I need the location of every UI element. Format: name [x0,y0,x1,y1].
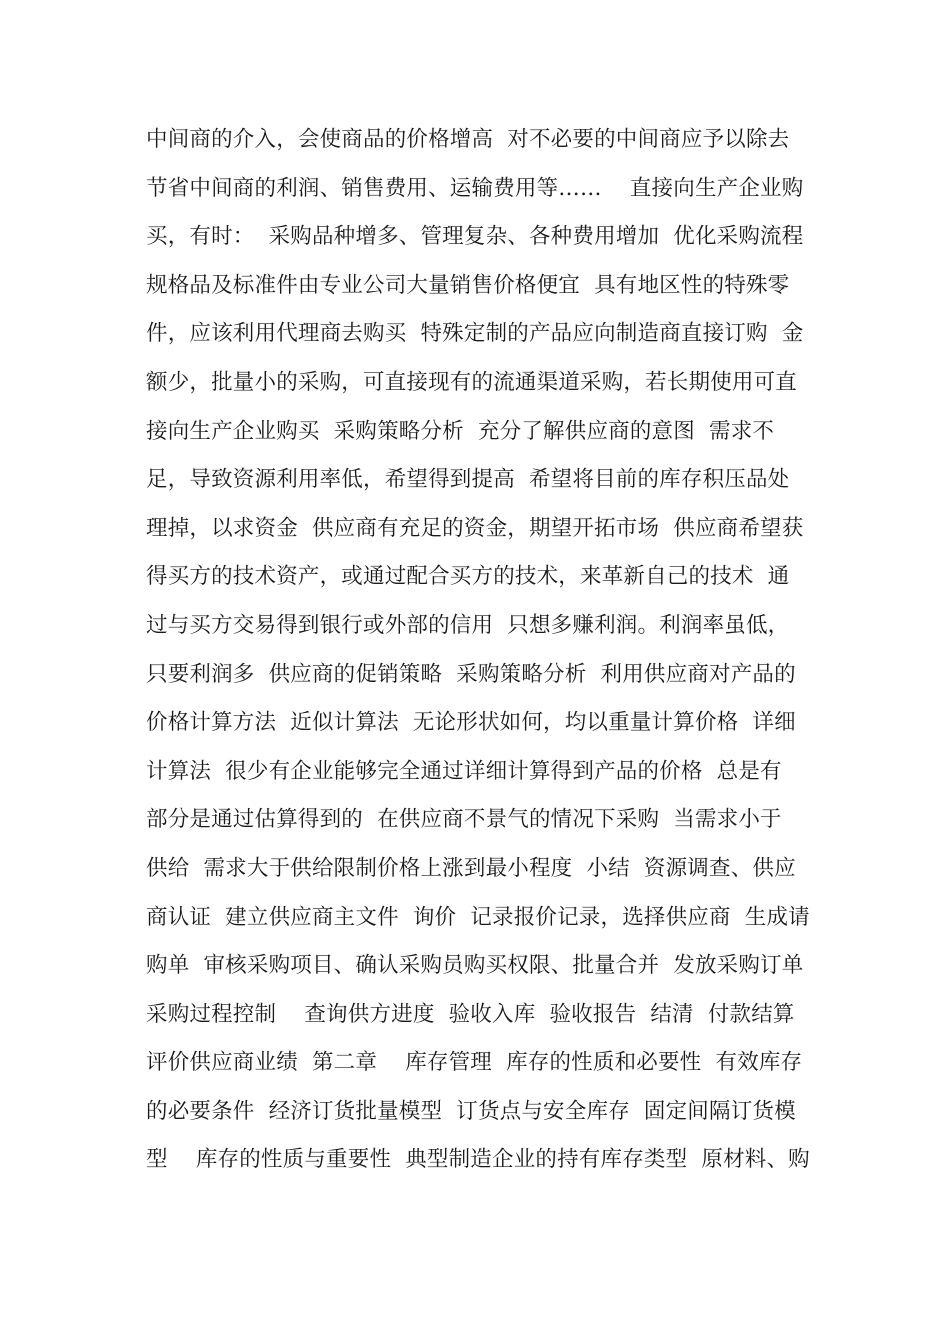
text-line: 额少，批量小的采购，可直接现有的流通渠道采购，若长期使用可直 [146,369,798,395]
text-line: 得买方的技术资产，或通过配合买方的技术，来革新自己的技术 通 [146,564,790,590]
text-line: 商认证 建立供应商主文件 询价 记录报价记录，选择供应商 生成请 [146,904,810,930]
text-line: 件，应该利用代理商去购买 特殊定制的产品应向制造商直接订购 金 [146,321,804,347]
text-line: 的必要条件 经济订货批量模型 订货点与安全库存 固定间隔订货模 [146,1098,796,1124]
text-line: 过与买方交易得到银行或外部的信用 只想多赚利润。利润率虽低， [146,612,790,638]
text-line: 购单 审核采购项目、确认采购员购买权限、批量合并 发放采购订单 [146,953,804,979]
text-line: 节省中间商的利润、销售费用、运输费用等…… 直接向生产企业购 [146,175,804,201]
body-text [146,116,816,1185]
text-line: 规格品及标准件由专业公司大量销售价格便宜 具有地区性的特殊零 [146,272,790,298]
text-line: 供给 需求大于供给限制价格上涨到最小程度 小结 资源调查、供应 [146,855,796,881]
text-line: 采购过程控制 查询供方进度 验收入库 验收报告 结清 付款结算 [146,1001,795,1027]
text-line: 中间商的介入，会使商品的价格增高 对不必要的中间商应予以除去 [146,127,790,152]
text-line: 评价供应商业绩 第二章 库存管理 库存的性质和必要性 有效库存 [146,1050,803,1076]
text-line: 价格计算方法 近似计算法 无论形状如何，均以重量计算价格 详细 [146,710,796,736]
text-line: 型 库存的性质与重要性 典型制造企业的持有库存类型 原材料、购 [146,1147,810,1173]
text-line: 部分是通过估算得到的 在供应商不景气的情况下采购 当需求小于 [146,807,782,833]
text-line: 足，导致资源利用率低，希望得到提高 希望将目前的库存积压品处 [146,467,790,493]
text-line: 理掉，以求资金 供应商有充足的资金，期望开拓市场 供应商希望获 [146,515,804,541]
text-line: 买，有时： 采购品种增多、管理复杂、各种费用增加 优化采购流程 [146,224,804,250]
text-line: 只要利润多 供应商的促销策略 采购策略分析 利用供应商对产品的 [146,661,796,687]
text-line: 计算法 很少有企业能够完全通过详细计算得到产品的价格 总是有 [146,758,782,784]
text-line: 接向生产企业购买 采购策略分析 充分了解供应商的意图 需求不 [146,418,775,444]
